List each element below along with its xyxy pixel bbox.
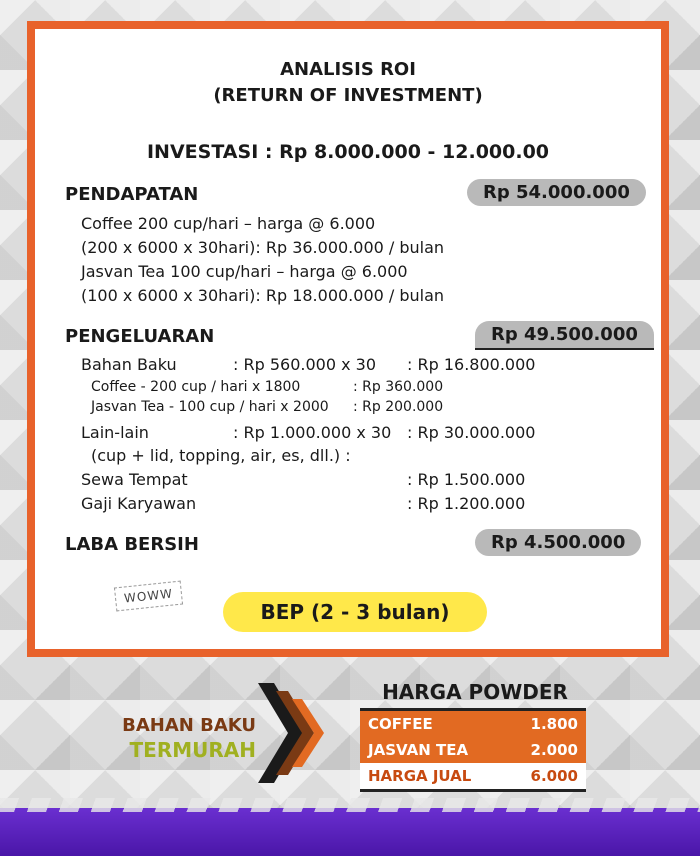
jasvan-cost-label: Jasvan Tea - 100 cup / hari x 2000 [91, 399, 329, 415]
coffee-cost-result: : Rp 360.000 [353, 379, 444, 395]
pendapatan-line-4: (100 x 6000 x 30hari): Rp 18.000.000 / bulan [81, 286, 445, 305]
bahan-promo [96, 714, 256, 762]
bep-badge: BEP (2 - 3 bulan) [223, 592, 487, 632]
bahan-promo-line-1: BAHAN BAKU [122, 715, 256, 736]
laba-heading: LABA BERSIH [65, 534, 199, 555]
gaji-result: : Rp 1.200.000 [407, 494, 526, 513]
title-line-1: ANALISIS ROI [280, 59, 416, 80]
bahan-baku-label: Bahan Baku [81, 355, 177, 374]
lain-result: : Rp 30.000.000 [407, 423, 536, 442]
gaji-label: Gaji Karyawan [81, 494, 197, 513]
lain-calc: : Rp 1.000.000 x 30 [233, 423, 392, 442]
investasi-text: INVESTASI : Rp 8.000.000 - 12.000.00 [146, 141, 550, 163]
lain-note: (cup + lid, topping, air, es, dll.) : [91, 446, 351, 465]
price-row-coffee [360, 711, 586, 737]
page-title [35, 57, 661, 109]
price-value: 1.800 [530, 715, 578, 733]
price-row-harga-jual [360, 763, 586, 792]
pendapatan-line-2: (200 x 6000 x 30hari): Rp 36.000.000 / bulan [81, 238, 445, 257]
pendapatan-total: Rp 54.000.000 [467, 179, 646, 206]
price-value: 2.000 [530, 741, 578, 759]
woww-doodle: WOWW [114, 581, 183, 612]
coffee-cost-label: Coffee - 200 cup / hari x 1800 [91, 379, 301, 395]
jasvan-cost-result: : Rp 200.000 [353, 399, 444, 415]
price-name: HARGA JUAL [368, 767, 472, 785]
price-value: 6.000 [530, 767, 578, 785]
pendapatan-line-3: Jasvan Tea 100 cup/hari – harga @ 6.000 [81, 262, 408, 281]
roi-card [27, 21, 669, 657]
pendapatan-heading: PENDAPATAN [65, 184, 199, 205]
pengeluaran-heading: PENGELUARAN [65, 326, 215, 347]
lain-label: Lain-lain [81, 423, 149, 442]
bottom-band [0, 808, 700, 856]
sewa-label: Sewa Tempat [81, 470, 188, 489]
bahan-promo-line-2: TERMURAH [129, 738, 256, 762]
chevron-arrows-icon [258, 683, 338, 783]
bahan-baku-result: : Rp 16.800.000 [407, 355, 536, 374]
pendapatan-line-1: Coffee 200 cup/hari – harga @ 6.000 [81, 214, 376, 233]
sewa-result: : Rp 1.500.000 [407, 470, 526, 489]
laba-total: Rp 4.500.000 [475, 529, 641, 556]
price-name: COFFEE [368, 715, 433, 733]
harga-powder-table [360, 708, 586, 792]
price-name: JASVAN TEA [368, 741, 469, 759]
pengeluaran-total: Rp 49.500.000 [475, 321, 654, 350]
bahan-baku-calc: : Rp 560.000 x 30 [233, 355, 376, 374]
price-row-jasvan [360, 737, 586, 763]
harga-powder-title: HARGA POWDER [382, 680, 568, 704]
title-line-2: (RETURN OF INVESTMENT) [213, 85, 483, 106]
